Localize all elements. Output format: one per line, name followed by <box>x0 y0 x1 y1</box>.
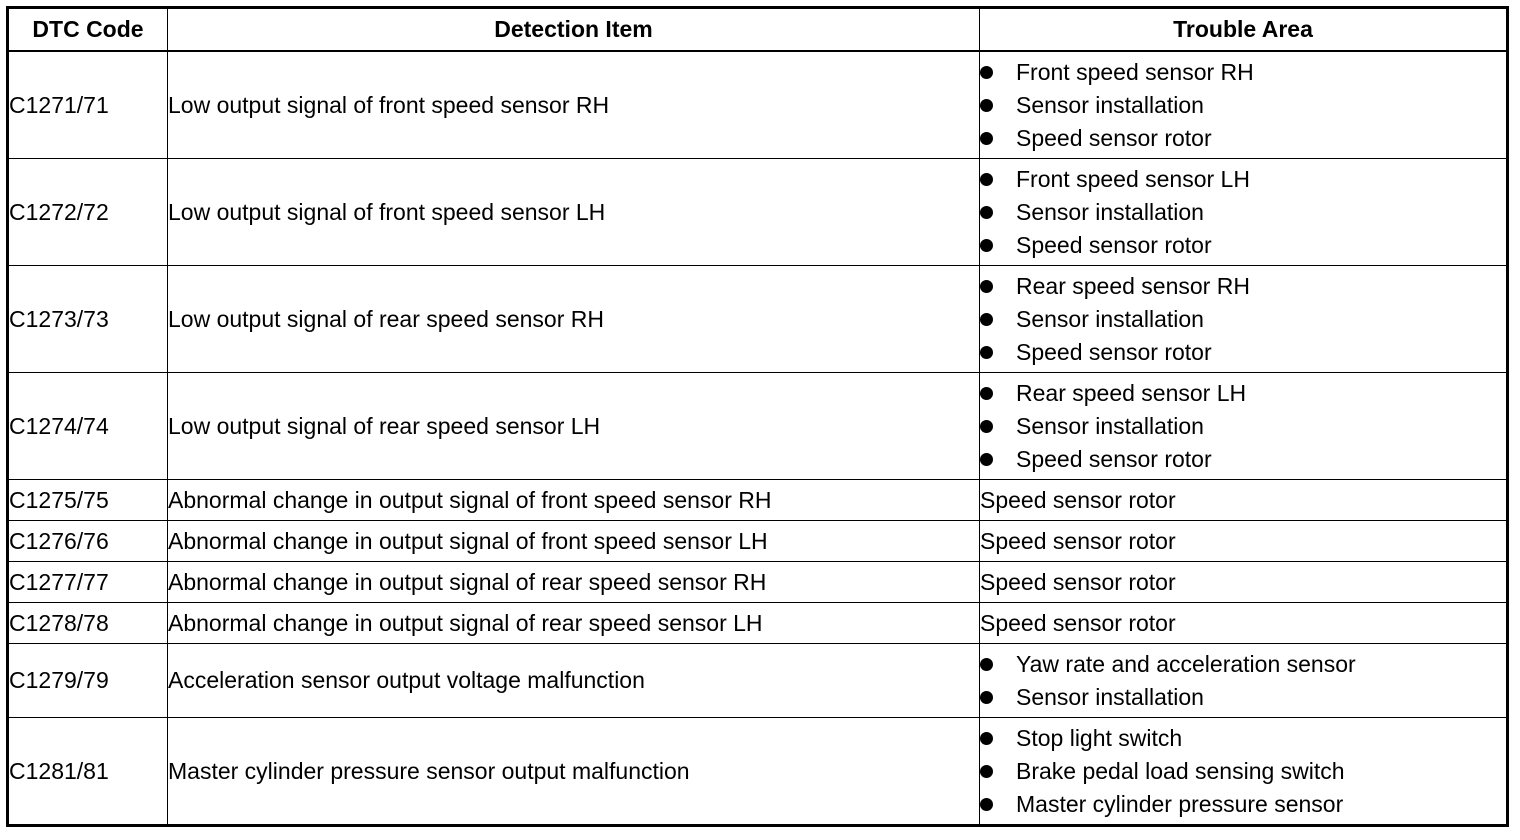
dtc-code-cell: C1274/74 <box>8 373 168 480</box>
table-row <box>8 644 1508 718</box>
trouble-area-list-item: Speed sensor rotor <box>980 229 1506 262</box>
header-trouble-area: Trouble Area <box>980 8 1508 52</box>
trouble-area-list-item: Front speed sensor LH <box>980 163 1506 196</box>
trouble-area-list <box>980 648 1506 714</box>
detection-item-cell: Abnormal change in output signal of front speed sensor LH <box>168 521 980 562</box>
dtc-code-cell: C1273/73 <box>8 266 168 373</box>
trouble-area-list-item: Speed sensor rotor <box>980 122 1506 155</box>
trouble-area-list-item: Front speed sensor RH <box>980 56 1506 89</box>
trouble-area-list-item: Sensor installation <box>980 196 1506 229</box>
trouble-area-cell <box>980 644 1508 718</box>
table-row <box>8 159 1508 266</box>
trouble-area-cell <box>980 266 1508 373</box>
table-row <box>8 603 1508 644</box>
table-row <box>8 480 1508 521</box>
detection-item-cell: Abnormal change in output signal of rear speed sensor RH <box>168 562 980 603</box>
trouble-area-list-item: Sensor installation <box>980 89 1506 122</box>
dtc-code-cell: C1271/71 <box>8 51 168 159</box>
detection-item-cell: Low output signal of rear speed sensor RH <box>168 266 980 373</box>
trouble-area-cell: Speed sensor rotor <box>980 521 1508 562</box>
detection-item-cell: Low output signal of front speed sensor RH <box>168 51 980 159</box>
table-row <box>8 562 1508 603</box>
trouble-area-list-item: Sensor installation <box>980 681 1506 714</box>
table-row <box>8 373 1508 480</box>
trouble-area-cell: Speed sensor rotor <box>980 562 1508 603</box>
trouble-area-cell <box>980 159 1508 266</box>
header-detection-item: Detection Item <box>168 8 980 52</box>
dtc-code-cell: C1277/77 <box>8 562 168 603</box>
dtc-code-cell: C1272/72 <box>8 159 168 266</box>
trouble-area-cell: Speed sensor rotor <box>980 480 1508 521</box>
trouble-area-cell: Speed sensor rotor <box>980 603 1508 644</box>
dtc-code-cell: C1276/76 <box>8 521 168 562</box>
dtc-code-cell: C1278/78 <box>8 603 168 644</box>
header-row <box>8 8 1508 52</box>
detection-item-cell: Abnormal change in output signal of front speed sensor RH <box>168 480 980 521</box>
trouble-area-list-item: Speed sensor rotor <box>980 443 1506 476</box>
table-row <box>8 718 1508 826</box>
trouble-area-cell <box>980 51 1508 159</box>
trouble-area-list-item: Sensor installation <box>980 410 1506 443</box>
table-row <box>8 521 1508 562</box>
trouble-area-list <box>980 722 1506 821</box>
table-row <box>8 266 1508 373</box>
trouble-area-list-item: Yaw rate and acceleration sensor <box>980 648 1506 681</box>
dtc-code-cell: C1279/79 <box>8 644 168 718</box>
trouble-area-list-item: Sensor installation <box>980 303 1506 336</box>
trouble-area-cell <box>980 373 1508 480</box>
detection-item-cell: Acceleration sensor output voltage malfunction <box>168 644 980 718</box>
dtc-code-cell: C1281/81 <box>8 718 168 826</box>
trouble-area-list-item: Stop light switch <box>980 722 1506 755</box>
trouble-area-cell <box>980 718 1508 826</box>
dtc-code-cell: C1275/75 <box>8 480 168 521</box>
detection-item-cell: Low output signal of front speed sensor LH <box>168 159 980 266</box>
trouble-area-list-item: Brake pedal load sensing switch <box>980 755 1506 788</box>
trouble-area-list <box>980 163 1506 262</box>
trouble-area-list-item: Master cylinder pressure sensor <box>980 788 1506 821</box>
detection-item-cell: Low output signal of rear speed sensor LH <box>168 373 980 480</box>
trouble-area-list <box>980 56 1506 155</box>
header-dtc-code: DTC Code <box>8 8 168 52</box>
detection-item-cell: Master cylinder pressure sensor output malfunction <box>168 718 980 826</box>
trouble-area-list <box>980 270 1506 369</box>
dtc-table <box>6 6 1509 827</box>
trouble-area-list-item: Speed sensor rotor <box>980 336 1506 369</box>
trouble-area-list-item: Rear speed sensor LH <box>980 377 1506 410</box>
table-row <box>8 51 1508 159</box>
trouble-area-list-item: Rear speed sensor RH <box>980 270 1506 303</box>
detection-item-cell: Abnormal change in output signal of rear speed sensor LH <box>168 603 980 644</box>
trouble-area-list <box>980 377 1506 476</box>
table-body <box>8 51 1508 826</box>
